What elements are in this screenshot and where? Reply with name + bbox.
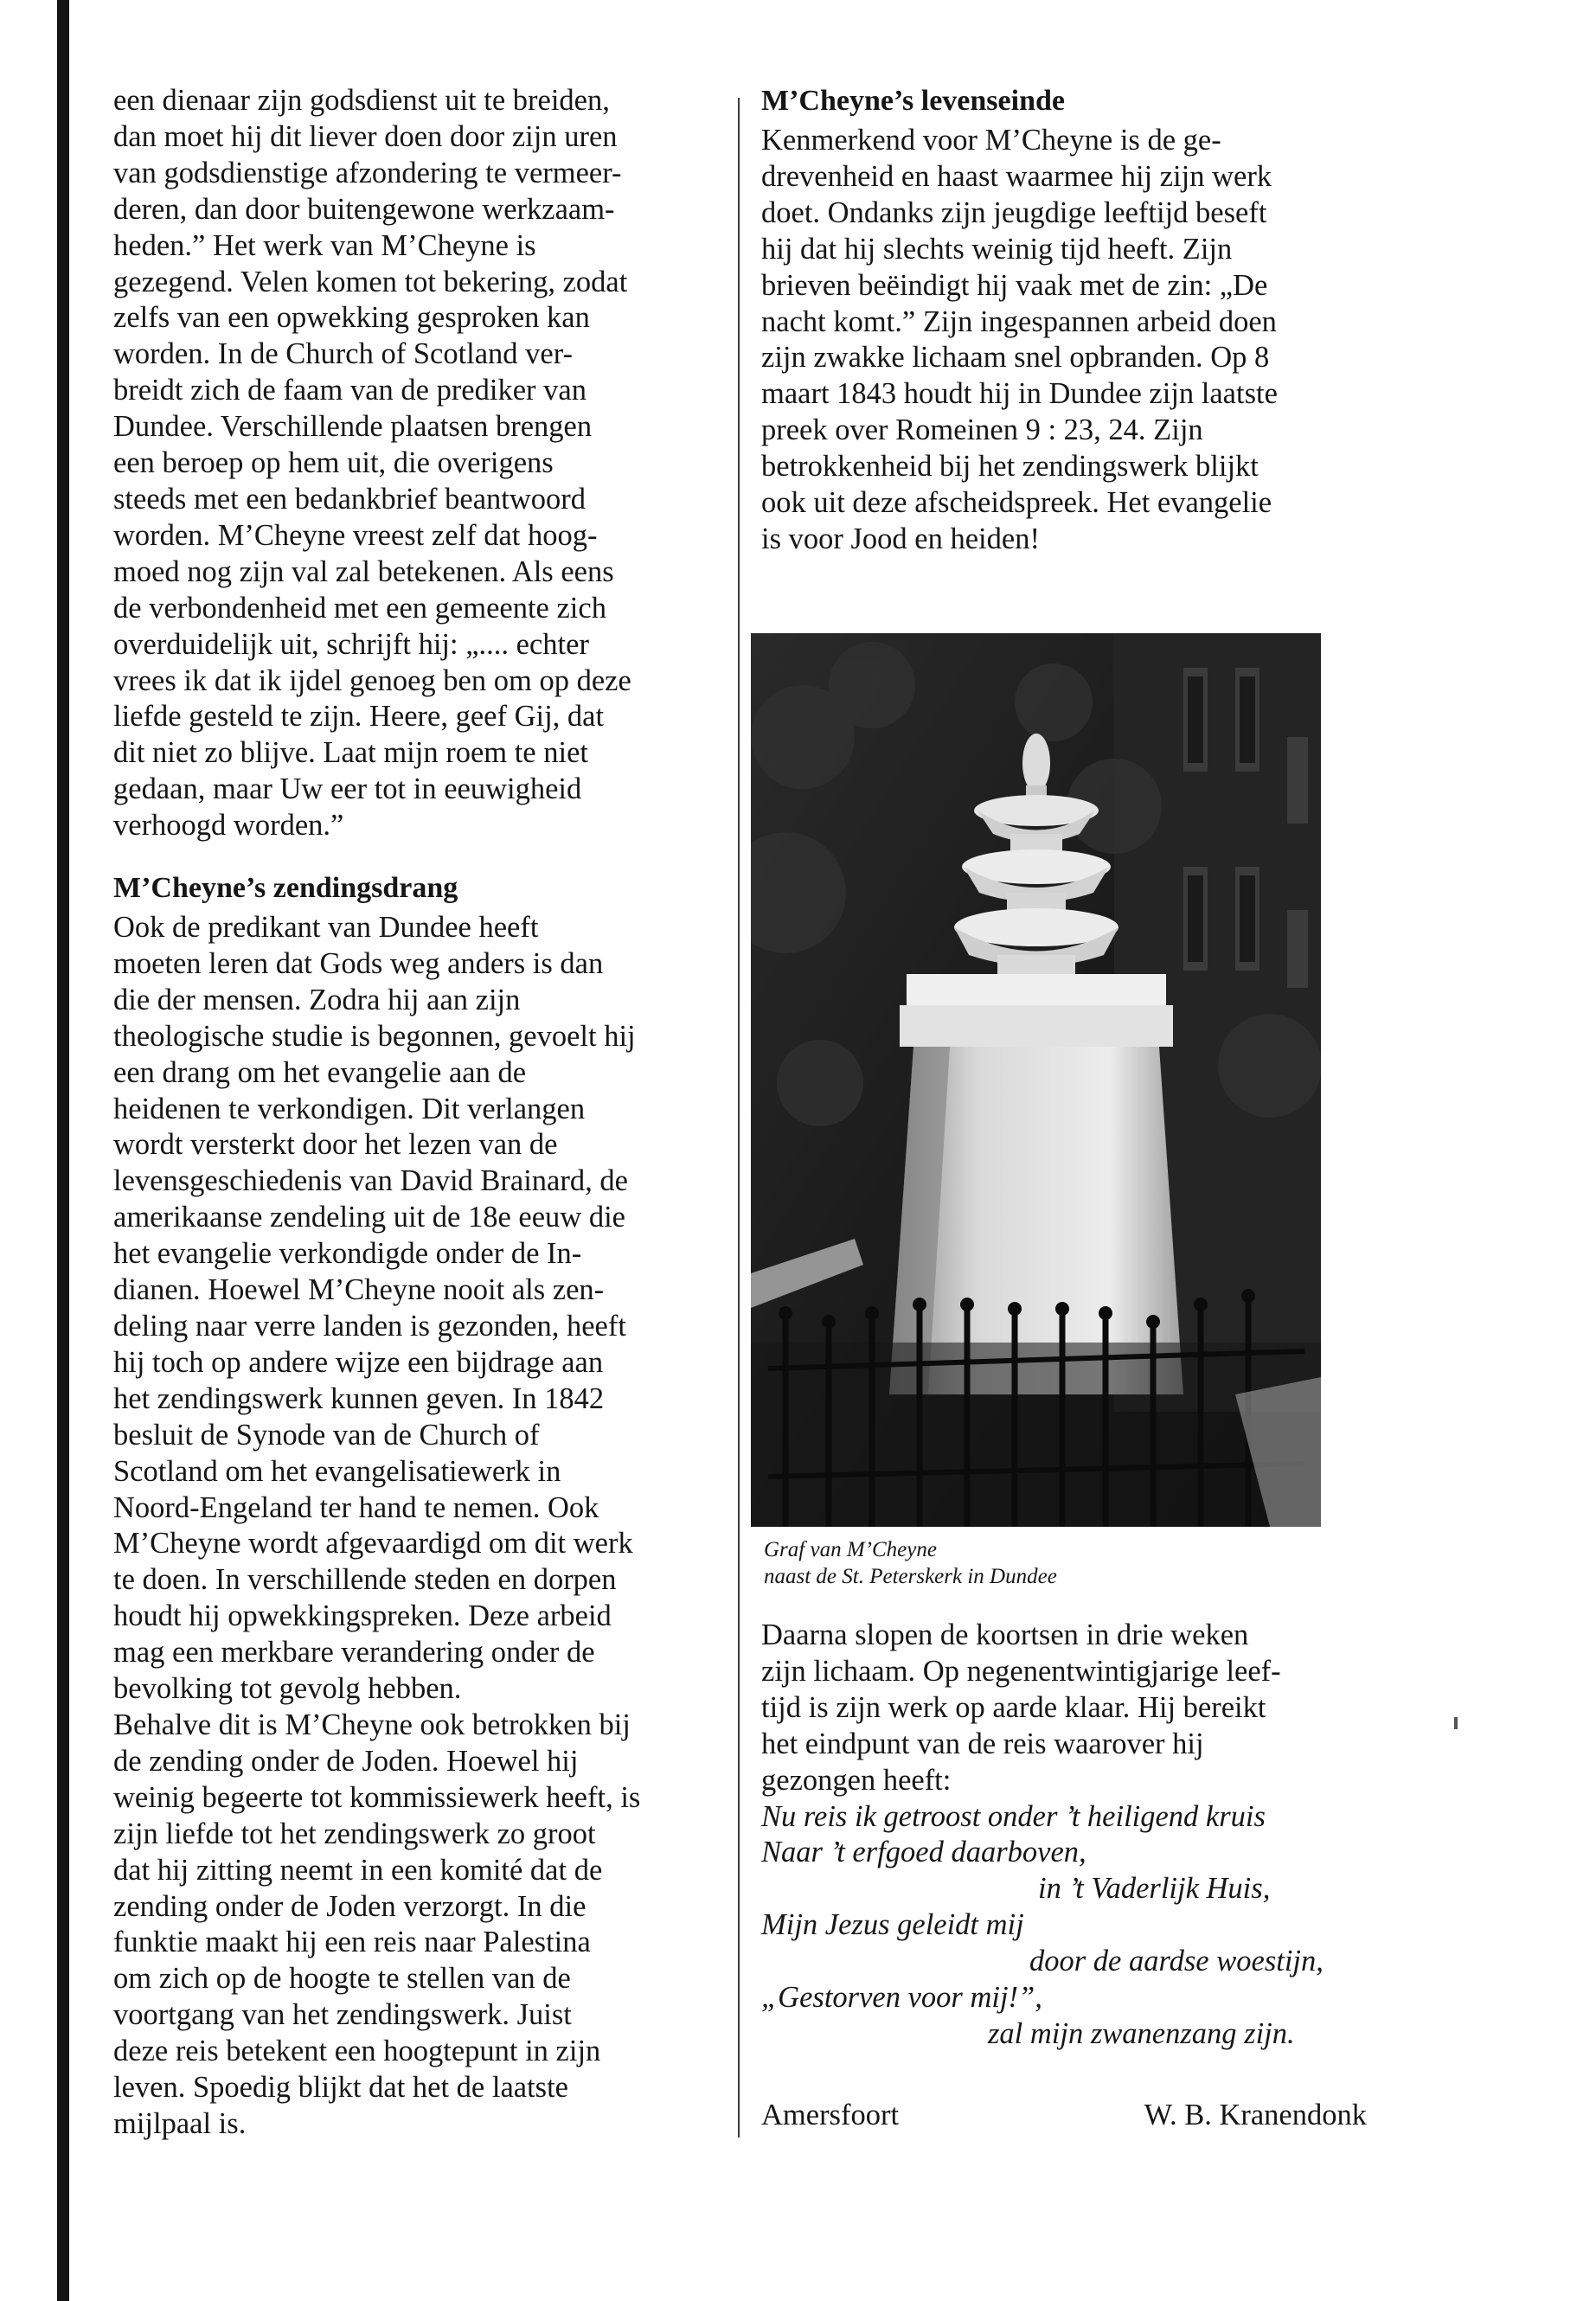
monument-illustration: [751, 633, 1321, 1527]
poem-line: Nu reis ik getroost onder ’t heiligend kruis: [761, 1799, 1266, 1833]
poem-line: Mijn Jezus geleidt mij: [761, 1908, 1024, 1942]
text-line: mijlpaal is.: [113, 2106, 247, 2140]
caption-line: naast de St. Peterskerk in Dundee: [764, 1565, 1057, 1588]
poem-line: in ’t Vaderlijk Huis,: [1038, 1872, 1271, 1906]
text-line: Scotland om het evangelisatiewerk in: [113, 1454, 561, 1488]
grave-monument-photo: [751, 633, 1321, 1527]
text-line: dit niet zo blijve. Laat mijn roem te niet: [113, 736, 588, 770]
text-line: zending onder de Joden verzorgt. In die: [113, 1889, 586, 1923]
scan-binding-shadow: [57, 0, 69, 2301]
text-line: het evangelie verkondigde onder de In-: [113, 1237, 582, 1271]
text-line: een beroep op hem uit, die overigens: [113, 446, 554, 480]
text-line: hij toch op andere wijze een bijdrage aan: [113, 1345, 604, 1379]
left-paragraph-2: [113, 910, 736, 2143]
text-line: dat hij zitting neemt in een komité dat de: [113, 1853, 603, 1887]
left-paragraph-1: [113, 83, 736, 844]
text-line: deren, dan door buitengewone werkzaam-: [113, 192, 615, 226]
text-line: voortgang van het zendingswerk. Juist: [113, 1998, 572, 2032]
text-line: Dundee. Verschillende plaatsen brengen: [113, 410, 593, 444]
text-line: heden.” Het werk van M’Cheyne is: [113, 228, 536, 262]
photo-caption: [764, 1536, 1057, 1590]
text-line: zijn liefde tot het zendingswerk zo groot: [113, 1817, 596, 1850]
text-line: steeds met een bedankbrief beantwoord: [113, 482, 586, 516]
text-line: liefde gesteld te zijn. Heere, geef Gij, dat: [113, 700, 605, 734]
text-line: drevenheid en haast waarmee hij zijn werk: [761, 159, 1272, 193]
text-line: preek over Romeinen 9 : 23, 24. Zijn: [761, 413, 1203, 447]
poem-line: zal mijn zwanenzang zijn.: [988, 2016, 1295, 2050]
text-line: Kenmerkend voor M’Cheyne is de ge-: [761, 124, 1221, 157]
text-line: heidenen te verkondigen. Dit verlangen: [113, 1092, 586, 1125]
text-line: mag een merkbare verandering onder de: [113, 1636, 595, 1670]
text-line: ook uit deze afscheidspreek. Het evangelie: [761, 486, 1272, 520]
column-divider: [738, 98, 740, 2138]
text-line: maart 1843 houdt hij in Dundee zijn laatste: [761, 377, 1278, 411]
right-paragraph-2: [761, 1618, 1367, 1799]
text-line: worden. M’Cheyne vreest zelf dat hoog-: [113, 518, 598, 552]
signoff-place: Amersfoort: [761, 2099, 900, 2131]
poem-line: door de aardse woestijn,: [1029, 1945, 1324, 1978]
right-column-upper: [761, 83, 1367, 558]
text-line: overduidelijk uit, schrijft hij: „.... echter: [113, 627, 589, 661]
text-line: Daarna slopen de koortsen in drie weken: [761, 1618, 1249, 1651]
text-line: wordt versterkt door het lezen van de: [113, 1128, 558, 1162]
text-line: funktie maakt hij een reis naar Palestina: [113, 1926, 591, 1959]
section-heading-zendingsdrang: M’Cheyne’s zendingsdrang: [113, 872, 458, 905]
text-line: betrokkenheid bij het zendingswerk blijkt: [761, 450, 1259, 484]
text-line: om zich op de hoogte te stellen van de: [113, 1962, 571, 1996]
text-line: houdt hij opwekkingspreken. Deze arbeid: [113, 1599, 612, 1633]
text-line: theologische studie is begonnen, gevoelt hij: [113, 1019, 636, 1053]
text-line: dan moet hij dit liever doen door zijn uren: [113, 119, 618, 153]
text-line: een drang om het evangelie aan de: [113, 1055, 527, 1089]
text-line: tijd is zijn werk op aarde klaar. Hij bereikt: [761, 1690, 1266, 1724]
text-line: het zendingswerk kunnen geven. In 1842: [113, 1381, 605, 1415]
text-line: weinig begeerte tot kommissiewerk heeft, is: [113, 1780, 641, 1814]
text-line: de zending onder de Joden. Hoewel hij: [113, 1744, 579, 1778]
text-line: breidt zich de faam van de prediker van: [113, 374, 586, 407]
text-line: deze reis betekent een hoogtepunt in zijn: [113, 2035, 601, 2068]
text-line: te doen. In verschillende steden en dorpen: [113, 1563, 617, 1597]
text-line: brieven beëindigt hij vaak met de zin: „De: [761, 268, 1268, 302]
right-column-lower: [761, 1618, 1367, 2053]
text-line: amerikaanse zendeling uit de 18e eeuw die: [113, 1201, 625, 1234]
poem-line: Naar ’t erfgoed daarboven,: [761, 1836, 1086, 1869]
text-line: vrees ik dat ik ijdel genoeg ben om op deze: [113, 663, 631, 697]
text-line: de verbondenheid met een gemeente zich: [113, 591, 606, 625]
text-line: verhoogd worden.”: [113, 809, 344, 843]
text-line: van godsdienstige afzondering te vermeer-: [113, 156, 622, 189]
right-paragraph-1: [761, 123, 1367, 558]
text-line: besluit de Synode van de Church of: [113, 1418, 540, 1452]
text-line: leven. Spoedig blijkt dat het de laatste: [113, 2071, 568, 2105]
text-line: gezongen heeft:: [761, 1763, 952, 1797]
text-line: deling naar verre landen is gezonden, heeft: [113, 1310, 626, 1343]
text-line: een dienaar zijn godsdienst uit te breiden,: [113, 84, 610, 117]
text-line: hij dat hij slechts weinig tijd heeft. Zijn: [761, 232, 1233, 266]
text-line: die der mensen. Zodra hij aan zijn: [113, 983, 521, 1016]
text-line: zijn lichaam. Op negenentwintigjarige leef-: [761, 1654, 1281, 1688]
text-line: M’Cheyne wordt afgevaardigd om dit werk: [113, 1527, 633, 1561]
poem-line: „Gestorven voor mij!”,: [761, 1981, 1042, 2015]
text-line: bevolking tot gevolg hebben.: [113, 1672, 462, 1706]
text-line: levensgeschiedenis van David Brainard, de: [113, 1164, 628, 1198]
text-line: Noord-Engeland ter hand te nemen. Ook: [113, 1490, 599, 1524]
scan-speck: [1454, 1717, 1458, 1729]
text-line: zijn zwakke lichaam snel opbranden. Op 8: [761, 341, 1270, 375]
section-heading-levenseinde: M’Cheyne’s levenseinde: [761, 85, 1065, 117]
text-line: gezegend. Velen komen tot bekering, zodat: [113, 265, 628, 298]
left-column: [113, 83, 736, 2143]
caption-line: Graf van M’Cheyne: [764, 1538, 937, 1561]
text-line: moed nog zijn val zal betekenen. Als eens: [113, 554, 614, 588]
text-line: gedaan, maar Uw eer tot in eeuwigheid: [113, 772, 582, 806]
scan-edge: [0, 0, 16, 2301]
text-line: is voor Jood en heiden!: [761, 522, 1040, 555]
poem: [761, 1799, 1367, 2053]
text-line: het eindpunt van de reis waarover hij: [761, 1727, 1204, 1760]
text-line: Behalve dit is M’Cheyne ook betrokken bij: [113, 1708, 631, 1741]
text-line: Ook de predikant van Dundee heeft: [113, 911, 539, 945]
text-line: zelfs van een opwekking gesproken kan: [113, 301, 590, 335]
text-line: worden. In de Church of Scotland ver-: [113, 337, 574, 371]
text-line: dianen. Hoewel M’Cheyne nooit als zen-: [113, 1273, 605, 1307]
text-line: nacht komt.” Zijn ingespannen arbeid doen: [761, 304, 1277, 338]
text-line: doet. Ondanks zijn jeugdige leeftijd beseft: [761, 195, 1267, 229]
signoff-author: W. B. Kranendonk: [1144, 2099, 1367, 2131]
text-line: moeten leren dat Gods weg anders is dan: [113, 946, 604, 980]
